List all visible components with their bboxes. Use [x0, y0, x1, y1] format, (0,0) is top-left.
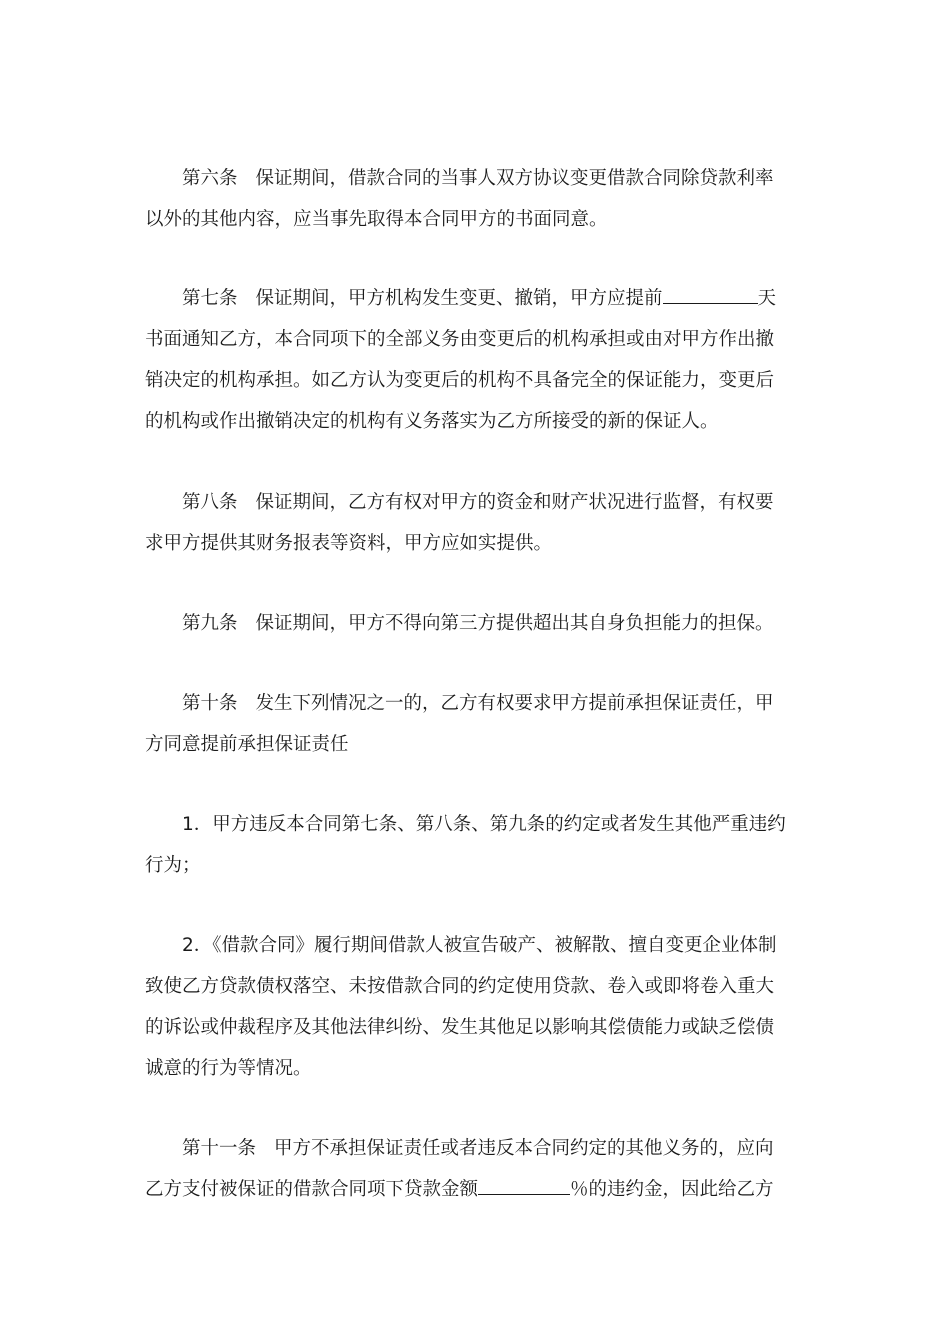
article-9-line-1	[145, 603, 810, 644]
item-2-line-2: 致使乙方贷款债权落空、未按借款合同的约定使用贷款、卷入或即将卷入重大	[145, 976, 775, 997]
article-6	[145, 158, 810, 240]
article-7-text-1: 保证期间，甲方机构发生变更、撤销，甲方应提前	[255, 288, 663, 309]
article-7-line-3: 销决定的机构承担。如乙方认为变更后的机构不具备完全的保证能力，变更后	[145, 370, 775, 391]
item-1-line-2: 行为；	[145, 855, 201, 876]
article-8-line-2: 求甲方提供其财务报表等资料，甲方应如实提供。	[145, 533, 553, 554]
article-11-line-2	[145, 1169, 810, 1210]
article-8-line-1	[145, 482, 810, 523]
article-7-number: 第七条	[182, 288, 238, 309]
article-7-line-4: 的机构或作出撤销决定的机构有义务落实为乙方所接受的新的保证人。	[145, 411, 719, 432]
article-8	[145, 482, 810, 564]
article-9-number: 第九条	[182, 613, 238, 634]
article-11-text-1: 甲方不承担保证责任或者违反本合同约定的其他义务的，应向	[274, 1138, 774, 1159]
article-11	[145, 1128, 810, 1210]
article-10-line-1	[145, 683, 810, 724]
article-9	[145, 603, 810, 644]
article-7-text-1-end: 天	[757, 288, 777, 309]
article-10	[145, 683, 810, 765]
item-2	[145, 925, 810, 1089]
item-1	[145, 804, 810, 886]
article-6-line-2: 以外的其他内容，应当事先取得本合同甲方的书面同意。	[145, 209, 608, 230]
item-2-line-3: 的诉讼或仲裁程序及其他法律纠纷、发生其他足以影响其偿债能力或缺乏偿债	[145, 1017, 775, 1038]
article-11-text-2: 乙方支付被保证的借款合同项下贷款金额	[145, 1179, 479, 1200]
article-11-text-2-end: ％的违约金，因此给乙方	[570, 1179, 774, 1200]
article-10-number: 第十条	[182, 693, 238, 714]
article-11-line-1	[145, 1128, 810, 1169]
article-10-text-1: 发生下列情况之一的，乙方有权要求甲方提前承担保证责任，甲	[255, 693, 774, 714]
article-7-line-2: 书面通知乙方，本合同项下的全部义务由变更后的机构承担或由对甲方作出撤	[145, 329, 775, 350]
item-2-line-1: 2．《借款合同》履行期间借款人被宣告破产、被解散、擅自变更企业体制	[182, 935, 777, 956]
article-6-line-1	[145, 158, 810, 199]
item-1-line-1: 1．甲方违反本合同第七条、第八条、第九条的约定或者发生其他严重违约	[182, 814, 786, 835]
item-2-line-4: 诚意的行为等情况。	[145, 1058, 312, 1079]
percentage-blank-field[interactable]	[478, 1172, 570, 1195]
article-6-number: 第六条	[182, 168, 238, 189]
article-8-text-1: 保证期间，乙方有权对甲方的资金和财产状况进行监督，有权要	[255, 492, 774, 513]
article-7-line-1	[145, 278, 810, 319]
article-9-text-1: 保证期间，甲方不得向第三方提供超出其自身负担能力的担保。	[255, 613, 774, 634]
article-7	[145, 278, 810, 442]
days-blank-field[interactable]	[663, 281, 758, 304]
article-8-number: 第八条	[182, 492, 238, 513]
article-6-text-1: 保证期间，借款合同的当事人双方协议变更借款合同除贷款利率	[255, 168, 774, 189]
article-11-number: 第十一条	[182, 1138, 257, 1159]
article-10-line-2: 方同意提前承担保证责任	[145, 734, 349, 755]
